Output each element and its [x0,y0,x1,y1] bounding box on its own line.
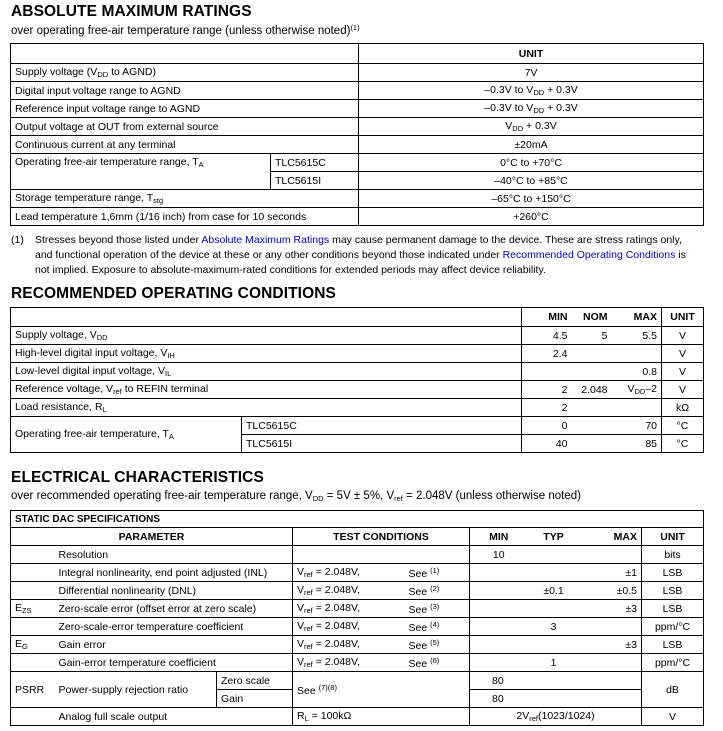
unit-cell: bits [642,546,704,564]
max-cell: ±3 [580,636,642,654]
param-cell: Supply voltage ($V_{DD}$ to AGND) [11,64,359,82]
symbol-cell [11,708,55,726]
max-cell: 85 [612,435,662,453]
see-cell: See $^{(5)}$ [405,636,470,654]
table-row [11,100,704,118]
min-cell: 80 [470,690,642,708]
value-cell: 7V [359,64,704,82]
param-cell: Low-level digital input voltage, $V_{IL}$ [11,363,522,381]
typ-header: TYP [528,528,580,546]
min-cell: 0 [522,417,572,435]
symbol-cell [11,618,55,636]
typ-cell: ±0.1 [528,582,580,600]
table-row [11,190,704,208]
param-cell: Operating free-air temperature, $T_A$ [11,417,242,453]
unit-cell: V [662,345,704,363]
see-cell: See $^{(3)}$ [405,600,470,618]
table-row [11,363,704,381]
ec-title: ELECTRICAL CHARACTERISTICS [11,469,264,486]
device-cell: TLC5615C [242,417,522,435]
table-row [11,154,704,172]
unit-cell: V [662,363,704,381]
symbol-cell [11,564,55,582]
min-cell: 40 [522,435,572,453]
min-cell [522,363,572,381]
param-cell: Zero-scale error (offset error at zero scale) [55,600,293,618]
footnote-ref[interactable]: (5) [430,637,440,647]
table-row [11,381,704,399]
min-cell: 10 [470,546,528,564]
min-cell [470,582,528,600]
value-cell: +260°C [359,208,704,226]
max-header: MAX [612,308,662,327]
param-cell: High-level digital input voltage, $V_{IH}$ [11,345,522,363]
param-cell: Gain error [55,636,293,654]
max-cell [580,618,642,636]
unit-cell: kΩ [662,399,704,417]
symbol-cell [11,546,55,564]
param-cell: Integral nonlinearity, end point adjusted (INL) [55,564,293,582]
ec-table [10,510,704,726]
footnote-ref[interactable]: (2) [430,583,440,593]
value-cell: $2V_{ref}(1023/1024)$ [470,708,642,726]
device-cell: TLC5615C [271,154,359,172]
see-cell: See $^{(1)}$ [405,564,470,582]
test-cell: $V_{ref} = 2.048V$, [293,654,405,672]
unit-cell: LSB [642,600,704,618]
test-cell [293,546,470,564]
unit-cell: dB [642,672,704,708]
unit-cell: ppm/°C [642,654,704,672]
footnote-ref[interactable]: (1) [350,23,360,32]
table-row [11,136,704,154]
table-row [11,564,704,582]
footnote-text: Stresses beyond those listed under Absolute Maximum Ratings may cause permanent damage to the device. These are stress ratings only, and functional operation of the device at these or any other conditions beyond those indicated under Recommended Operating Conditions is not implied. Exposure to absolute-maximum-rated conditions for extended periods may affect device reliability. [35,234,686,276]
param-cell: Zero-scale-error temperature coefficient [55,618,293,636]
param-cell: Reference input voltage range to AGND [11,100,359,118]
parameter-header: PARAMETER [11,528,293,546]
abs-max-title: ABSOLUTE MAXIMUM RATINGS [11,3,252,20]
param-cell: Analog full scale output [55,708,293,726]
link-absolute-maximum-ratings[interactable]: Absolute Maximum Ratings [201,234,330,246]
value-cell: –40°C to +85°C [359,172,704,190]
unit-cell: V [642,708,704,726]
ec-subtitle: over recommended operating free-air temperature range, $V_{DD} = 5V \pm 5\%$, $V_{ref} = 2.048V$ (unless otherwise noted) [11,490,581,503]
see-cell: See $^{(4)}$ [405,618,470,636]
see-cell: See $^{(6)}$ [405,654,470,672]
value-cell: ±20mA [359,136,704,154]
typ-cell: 1 [528,654,580,672]
psrr-sub-zero-scale: Zero scale [217,672,293,690]
min-cell: 2.4 [522,345,572,363]
typ-cell [528,636,580,654]
value-cell: 0°C to +70°C [359,154,704,172]
footnote [11,233,701,278]
footnote-ref[interactable]: (7)(8) [318,682,337,692]
min-cell [470,636,528,654]
unit-cell: LSB [642,636,704,654]
table-row [11,600,704,618]
table-row [11,546,704,564]
symbol-cell [11,654,55,672]
test-cell: $V_{ref} = 2.048V$, [293,582,405,600]
value-cell: –65°C to +150°C [359,190,704,208]
max-cell [612,345,662,363]
table-row-psrr [11,672,704,690]
nom-cell [572,399,612,417]
nom-cell: 5 [572,327,612,345]
psrr-sub-gain: Gain [217,690,293,708]
section-row [11,511,704,528]
value-cell: –0.3V to $V_{DD} + 0.3V$ [359,82,704,100]
device-cell: TLC5615I [271,172,359,190]
unit-header: UNIT [662,308,704,327]
test-cell: $R_L = 100k\Omega$ [293,708,470,726]
roc-title: RECOMMENDED OPERATING CONDITIONS [11,285,336,302]
unit-header: UNIT [642,528,704,546]
test-cell: $V_{ref} = 2.048V$, [293,600,405,618]
nom-cell [572,363,612,381]
min-cell: 4.5 [522,327,572,345]
unit-cell: ppm/°C [642,618,704,636]
roc-table [10,307,704,453]
param-cell: Load resistance, $R_L$ [11,399,522,417]
symbol-cell: PSRR [11,672,55,708]
param-cell: Supply voltage, $V_{DD}$ [11,327,522,345]
test-cell: $V_{ref} = 2.048V$, [293,564,405,582]
table-row [11,708,704,726]
max-cell: ±3 [580,600,642,618]
param-cell: Storage temperature range, $T_{stg}$ [11,190,359,208]
unit-cell: °C [662,435,704,453]
max-cell: ±0.5 [580,582,642,600]
section-title: STATIC DAC SPECIFICATIONS [11,511,704,528]
max-cell [580,546,642,564]
value-cell: –0.3V to $V_{DD} + 0.3V$ [359,100,704,118]
test-conditions-header: TEST CONDITIONS [293,528,470,546]
max-header: MAX [580,528,642,546]
param-cell: Continuous current at any terminal [11,136,359,154]
param-cell: Resolution [55,546,293,564]
typ-cell [528,600,580,618]
param-cell: Lead temperature 1,6mm (1/16 inch) from case for 10 seconds [11,208,359,226]
max-cell: $V_{DD}-2$ [612,381,662,399]
table-header-row [11,308,704,327]
abs-max-subtitle-text: over operating free-air temperature range (unless otherwise noted) [11,25,351,37]
link-recommended-operating-conditions[interactable]: Recommended Operating Conditions [502,249,676,261]
nom-cell [572,345,612,363]
device-cell: TLC5615I [242,435,522,453]
see-cell: See $^{(2)}$ [405,582,470,600]
symbol-cell: $E_{ZS}$ [11,600,55,618]
test-cell: $V_{ref} = 2.048V$, [293,636,405,654]
nom-cell [572,435,612,453]
table-row [11,327,704,345]
min-cell [470,654,528,672]
param-cell: Gain-error temperature coefficient [55,654,293,672]
table-row [11,654,704,672]
min-header: MIN [522,308,572,327]
table-header-row [11,44,704,64]
unit-cell: V [662,381,704,399]
value-cell: $V_{DD} + 0.3V$ [359,118,704,136]
unit-cell: LSB [642,582,704,600]
footnote-ref[interactable]: (1) [430,565,440,575]
min-cell [470,618,528,636]
param-cell: Output voltage at OUT from external source [11,118,359,136]
unit-header: UNIT [359,44,704,64]
nom-header: NOM [572,308,612,327]
min-cell [470,564,528,582]
min-cell [470,600,528,618]
table-row [11,345,704,363]
symbol-cell [11,582,55,600]
max-cell: 5.5 [612,327,662,345]
max-cell [612,399,662,417]
unit-cell: V [662,327,704,345]
param-cell: Power-supply rejection ratio [55,672,217,708]
min-cell: 80 [470,672,642,690]
param-cell: Digital input voltage range to AGND [11,82,359,100]
max-cell: 0.8 [612,363,662,381]
table-row [11,417,704,435]
table-row [11,82,704,100]
abs-max-subtitle [11,23,360,37]
unit-cell: LSB [642,564,704,582]
unit-cell: °C [662,417,704,435]
table-row [11,636,704,654]
param-cell: Operating free-air temperature range, $T_A$ [11,154,271,190]
test-cell: $V_{ref} = 2.048V$, [293,618,405,636]
max-cell: ±1 [580,564,642,582]
test-cell: See $^{(7)(8)}$ [293,672,470,708]
abs-max-table [10,43,704,226]
footnote-ref[interactable]: (4) [430,619,440,629]
min-header: MIN [470,528,528,546]
table-row [11,399,704,417]
nom-cell: 2.048 [572,381,612,399]
typ-cell: 3 [528,618,580,636]
min-cell: 2 [522,381,572,399]
min-cell: 2 [522,399,572,417]
table-row [11,582,704,600]
footnote-number: (1) [11,234,24,246]
table-header-row [11,528,704,546]
typ-cell [528,546,580,564]
table-row [11,64,704,82]
param-cell: Differential nonlinearity (DNL) [55,582,293,600]
symbol-cell: $E_G$ [11,636,55,654]
table-row [11,618,704,636]
footnote-ref[interactable]: (3) [430,601,440,611]
max-cell [580,654,642,672]
table-row [11,118,704,136]
nom-cell [572,417,612,435]
typ-cell [528,564,580,582]
max-cell: 70 [612,417,662,435]
table-row [11,208,704,226]
param-cell: Reference voltage, $V_{ref}$ to REFIN terminal [11,381,522,399]
footnote-ref[interactable]: (6) [430,655,440,665]
